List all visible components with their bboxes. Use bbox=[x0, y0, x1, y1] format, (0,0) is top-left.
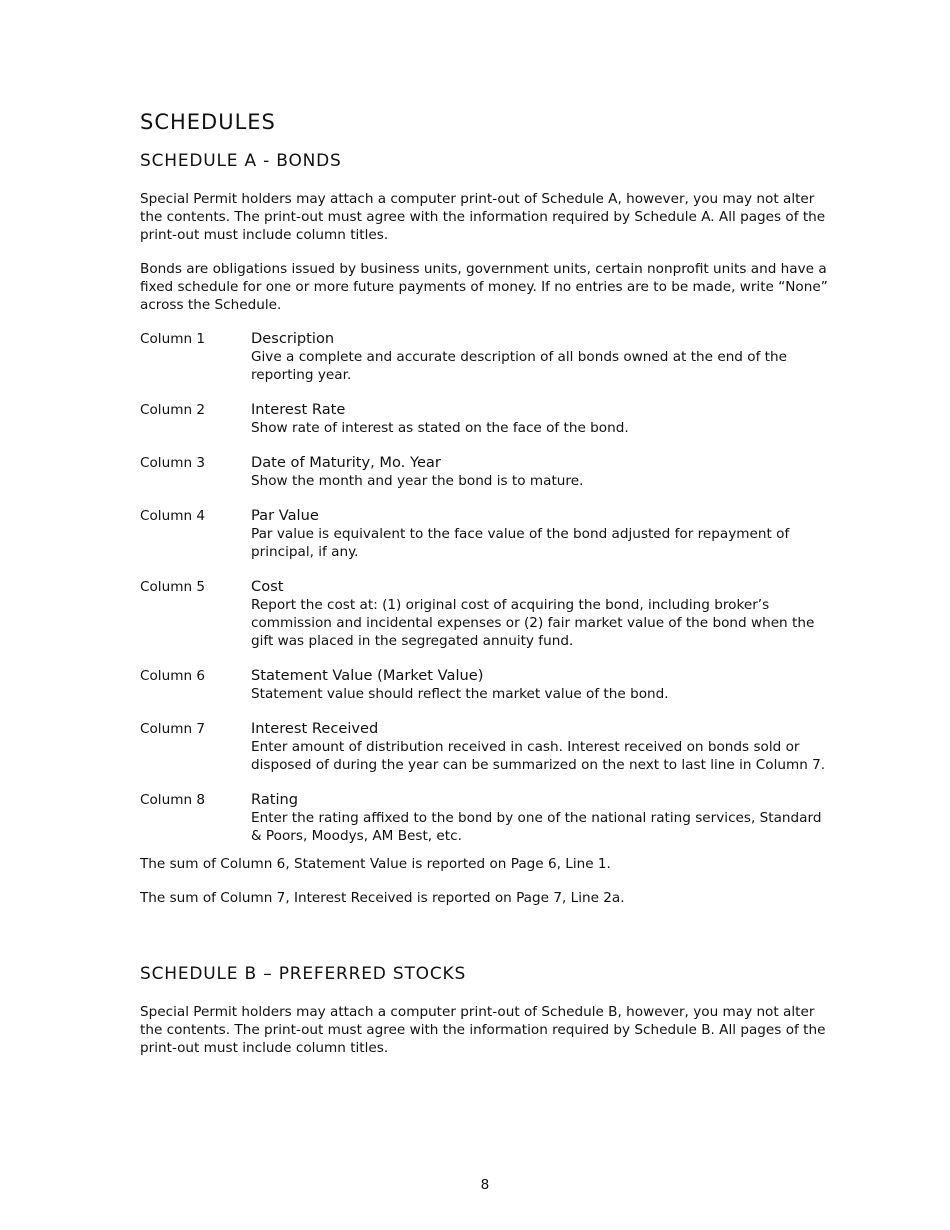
column-entry bbox=[140, 401, 832, 437]
column-list bbox=[140, 330, 832, 845]
column-description: Enter the rating affixed to the bond by one of the national rating services, Standard & Poors, Moodys, AM Best, etc. bbox=[251, 810, 822, 844]
column-description: Statement value should reflect the market value of the bond. bbox=[251, 686, 669, 702]
column-label: Column 1 bbox=[140, 331, 206, 347]
column-entry bbox=[140, 330, 832, 384]
column-label: Column 8 bbox=[140, 792, 206, 808]
schedule-a-intro-1: Special Permit holders may attach a computer print-out of Schedule A, however, you may not alter the contents. The print-out must agree with the information required by Schedule A. All pages of the print-out must include column titles. bbox=[140, 191, 826, 243]
column-title: Interest Rate bbox=[251, 401, 346, 418]
column-label: Column 6 bbox=[140, 668, 206, 684]
column-label: Column 2 bbox=[140, 402, 206, 418]
schedule-a-intro-2: Bonds are obligations issued by business units, government units, certain nonprofit units and have a fixed schedule for one or more future payments of money. If no entries are to be made, write “None” across the Schedule. bbox=[140, 261, 828, 313]
schedule-b-heading: SCHEDULE B – PREFERRED STOCKS bbox=[140, 964, 467, 984]
document-page bbox=[140, 108, 832, 1073]
column-entry bbox=[140, 667, 832, 703]
column-title: Statement Value (Market Value) bbox=[251, 667, 484, 684]
column-title: Rating bbox=[251, 791, 299, 808]
column-description: Show rate of interest as stated on the face of the bond. bbox=[251, 420, 629, 436]
column-description: Give a complete and accurate description of all bonds owned at the end of the reporting year. bbox=[251, 349, 787, 383]
column-description: Report the cost at: (1) original cost of acquiring the bond, including broker’s commission and incidental expenses or (2) fair market value of the bond when the gift was placed in the segregated annuity fund. bbox=[251, 597, 815, 649]
column-title: Interest Received bbox=[251, 720, 379, 737]
column-label: Column 4 bbox=[140, 508, 206, 524]
column-label: Column 7 bbox=[140, 721, 206, 737]
schedule-a-sum-column-6: The sum of Column 6, Statement Value is reported on Page 6, Line 1. bbox=[140, 856, 611, 872]
schedule-a-sum-column-7: The sum of Column 7, Interest Received is reported on Page 7, Line 2a. bbox=[140, 890, 625, 906]
column-description: Show the month and year the bond is to mature. bbox=[251, 473, 584, 489]
schedule-b-intro: Special Permit holders may attach a computer print-out of Schedule B, however, you may not alter the contents. The print-out must agree with the information required by Schedule B. All pages of the print-out must include column titles. bbox=[140, 1004, 826, 1056]
column-title: Cost bbox=[251, 578, 284, 595]
column-description: Par value is equivalent to the face value of the bond adjusted for repayment of principal, if any. bbox=[251, 526, 790, 560]
column-title: Par Value bbox=[251, 507, 319, 524]
column-entry bbox=[140, 720, 832, 774]
page-number: 8 bbox=[480, 1177, 490, 1193]
column-label: Column 5 bbox=[140, 579, 206, 595]
column-label: Column 3 bbox=[140, 455, 206, 471]
column-entry bbox=[140, 507, 832, 561]
column-entry bbox=[140, 454, 832, 490]
column-title: Description bbox=[251, 330, 335, 347]
column-entry bbox=[140, 791, 832, 845]
page-title: SCHEDULES bbox=[140, 110, 276, 134]
column-description: Enter amount of distribution received in cash. Interest received on bonds sold or disposed of during the year can be summarized on the next to last line in Column 7. bbox=[251, 739, 826, 773]
schedule-a-heading: SCHEDULE A - BONDS bbox=[140, 151, 342, 171]
section-spacer bbox=[140, 923, 832, 963]
column-entry bbox=[140, 578, 832, 650]
column-title: Date of Maturity, Mo. Year bbox=[251, 454, 441, 471]
